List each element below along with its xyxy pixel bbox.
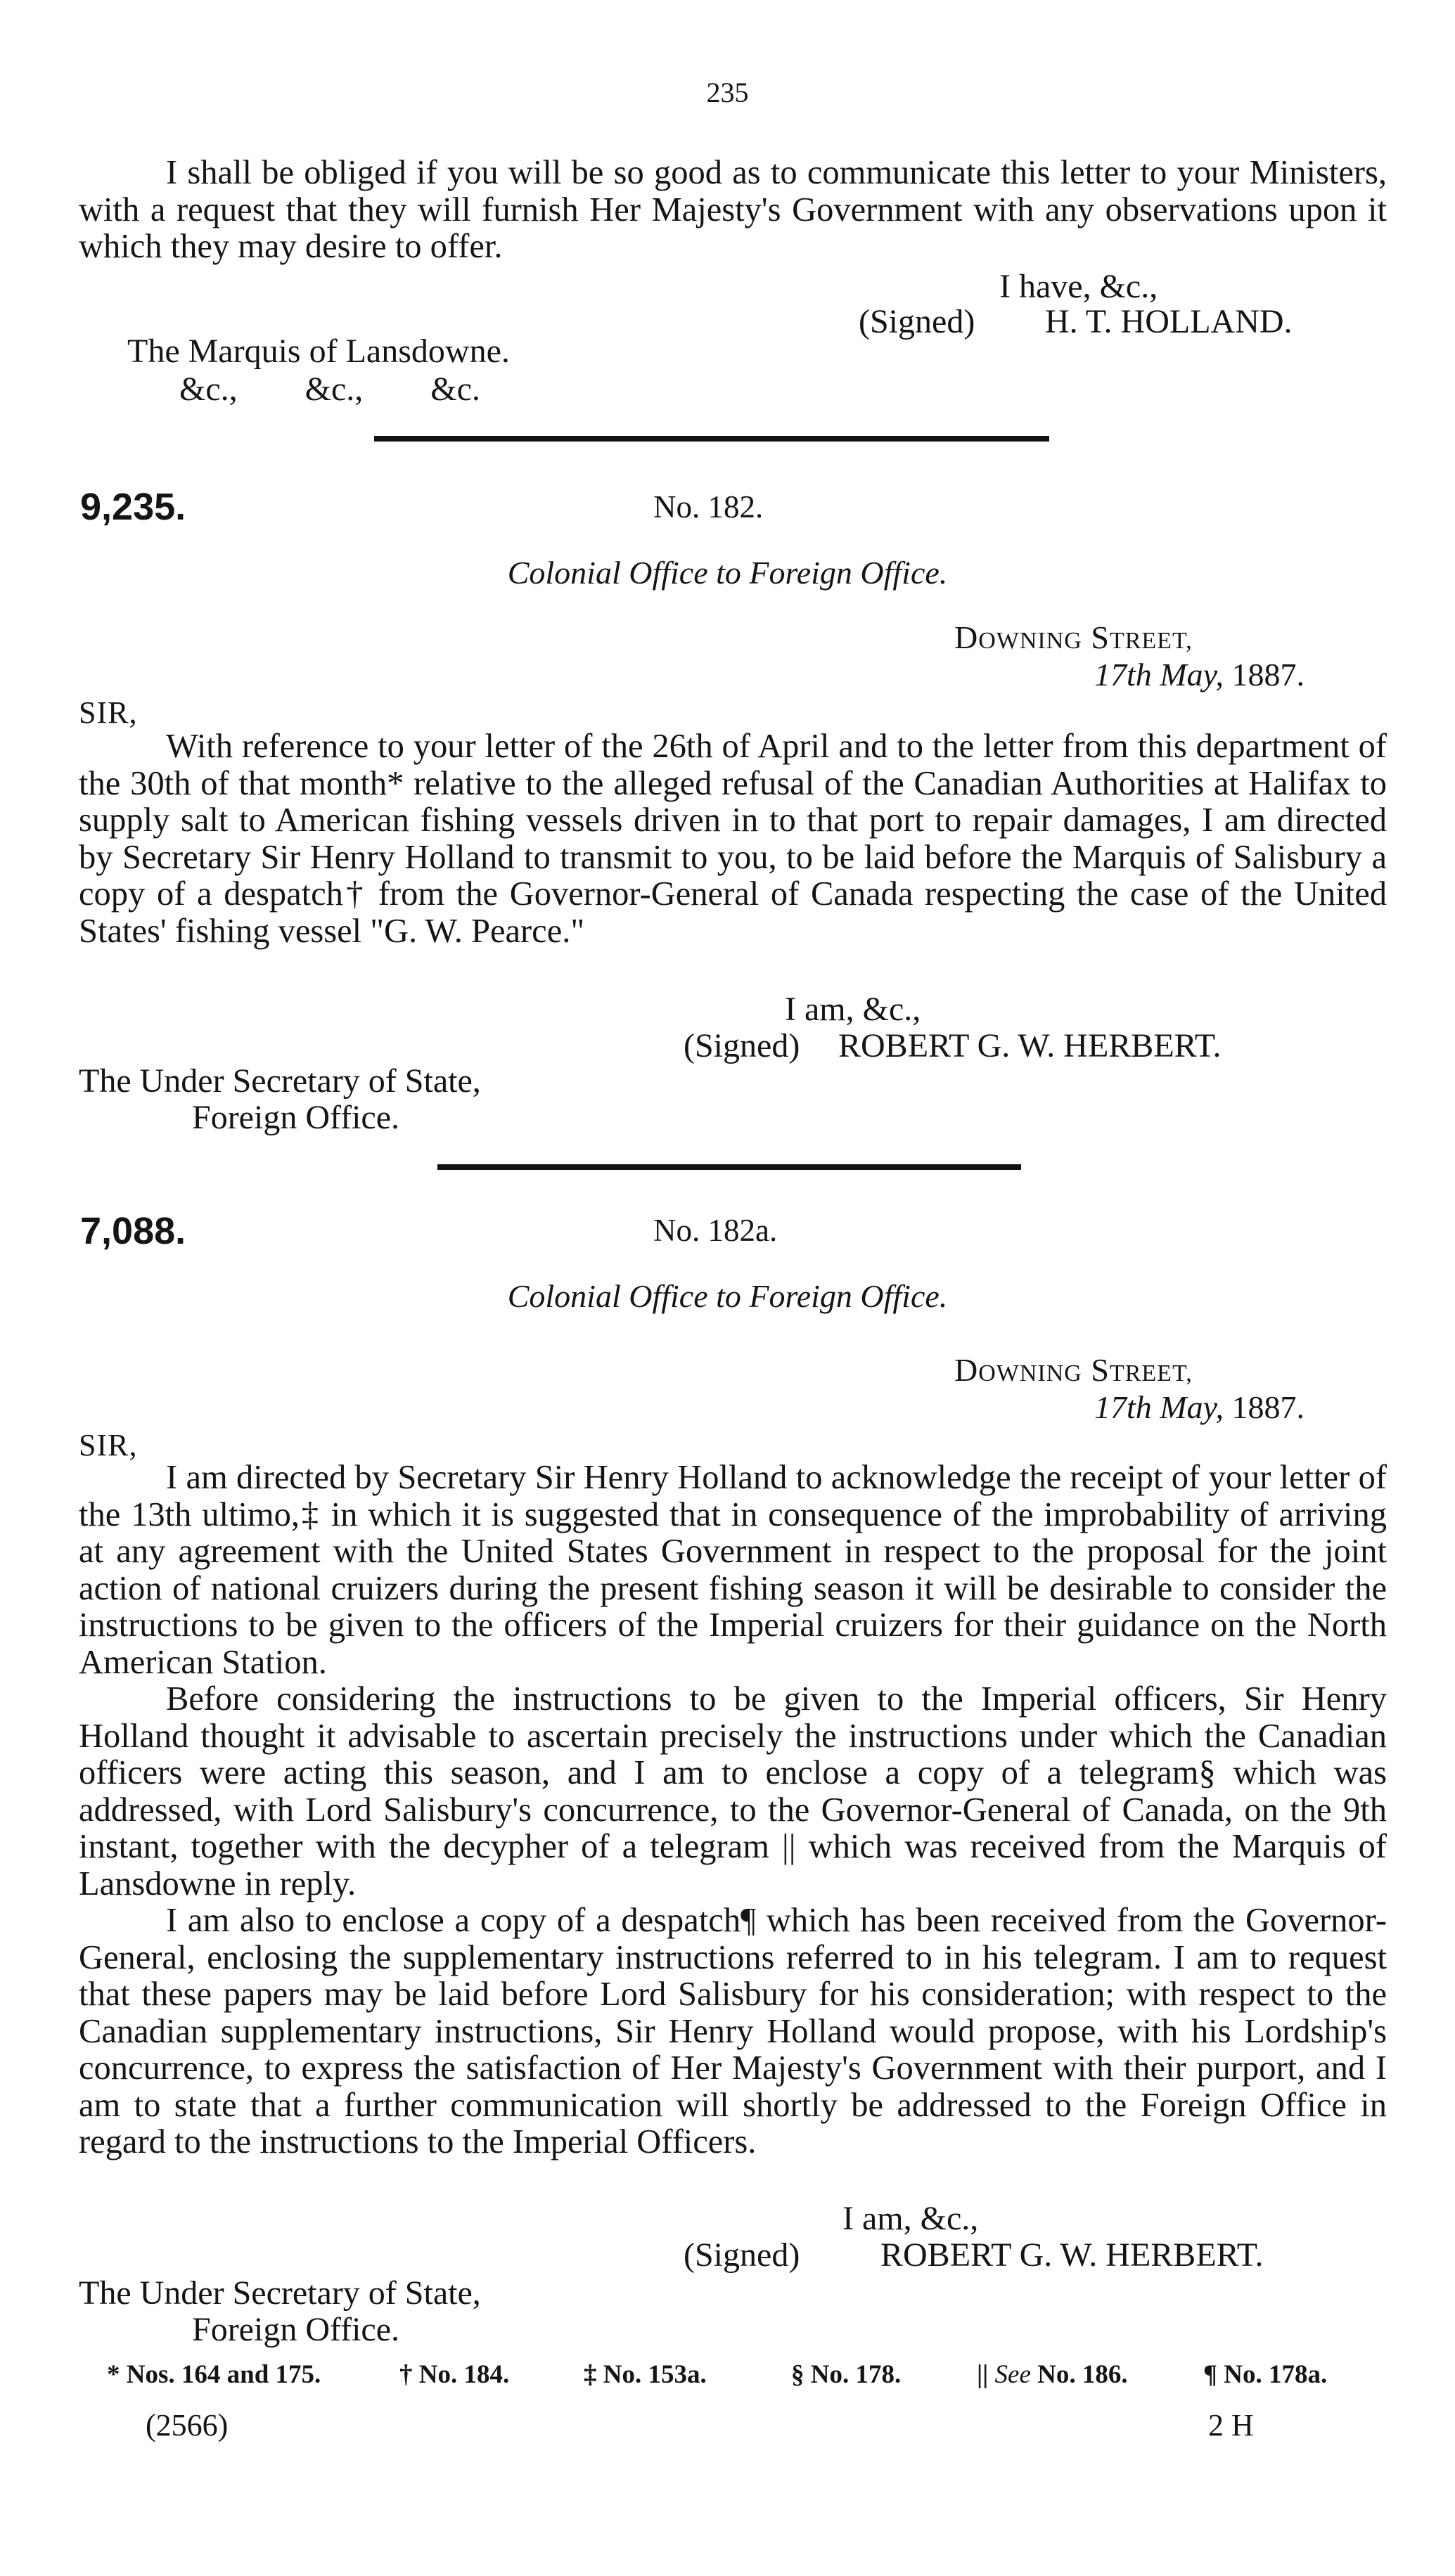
letter2-paragraph: With reference to your letter of the 26th of April and to the letter from this department of the 30th of that month* relative to the alleged refusal of the Canadian Authorities at Halifax to supply salt to American fishing vessels driven in to that port to repair damages, I am directed by Secretary Sir Henry Holland to transmit to you, to be laid before the Marquis of Salisbury a copy of a despatch† from the Governor-General of Canada respecting the case of the United States' fishing vessel "G. W. Pearce." xyxy=(79,728,1387,950)
letter3-closing: I am, &c., xyxy=(842,2200,979,2237)
letter2-closing: I am, &c., xyxy=(785,991,921,1028)
letter3-paragraph-2: Before considering the instructions to be given to the Imperial officers, Sir Henry Holland thought it advisable to ascertain precisely the instructions under which the Canadian officers were acting this season, and I am to enclose a copy of a telegram§ which was addressed, with Lord Salisbury's concurrence, to the Governor-General of Canada, on the 9th instant, together with the decypher of a telegram || which was received from the Marquis of Lansdowne in reply. xyxy=(79,1680,1387,1902)
signature-mark: 2 H xyxy=(1208,2408,1254,2442)
letter2-heading: Colonial Office to Foreign Office. xyxy=(507,555,948,591)
letter2-addressee-line1: The Under Secretary of State, xyxy=(79,1062,481,1100)
footnote: § No. 178. xyxy=(791,2360,902,2389)
letter3-addressee-line1: The Under Secretary of State, xyxy=(79,2274,481,2312)
footnote: * Nos. 164 and 175. xyxy=(107,2360,321,2389)
letter3-place: DOWNING STREET, xyxy=(954,1352,1193,1388)
letter1-paragraph: I shall be obliged if you will be so good as to communicate this letter to your Ministers, with a request that they will furnish Her Majesty's Government with any observations upon it which they may desire to offer. xyxy=(79,154,1387,265)
letter2-addressee-line2: Foreign Office. xyxy=(192,1099,400,1136)
footnote: † No. 184. xyxy=(399,2360,510,2389)
divider-rule xyxy=(374,436,1049,442)
print-code: (2566) xyxy=(146,2408,229,2442)
divider-rule xyxy=(437,1164,1021,1170)
letter1-body xyxy=(79,155,1387,266)
letter2-number: No. 182. xyxy=(653,489,764,524)
letter1-signatory: H. T. HOLLAND. xyxy=(1045,303,1293,340)
footnote: ¶ No. 178a. xyxy=(1203,2360,1328,2389)
letter3-salutation: SIR, xyxy=(79,1428,138,1462)
letter3-addressee-line2: Foreign Office. xyxy=(192,2311,400,2348)
letter2-body xyxy=(79,728,1387,950)
letter3-body xyxy=(79,1460,1387,2161)
letter3-number: No. 182a. xyxy=(653,1213,778,1248)
footnote: ‡ No. 153a. xyxy=(584,2360,707,2389)
letter1-signed-label: (Signed) xyxy=(859,303,975,340)
letter1-addressee-line2: &c., &c., &c. xyxy=(179,371,480,408)
letter2-salutation: SIR, xyxy=(79,695,138,730)
letter2-date: 17th May, 1887. xyxy=(1094,657,1305,693)
letter1-addressee-line1: The Marquis of Lansdowne. xyxy=(127,333,510,370)
letter3-heading: Colonial Office to Foreign Office. xyxy=(507,1278,948,1314)
letter3-date: 17th May, 1887. xyxy=(1094,1389,1305,1425)
letter1-closing: I have, &c., xyxy=(999,268,1158,305)
letter3-signatory: ROBERT G. W. HERBERT. xyxy=(880,2236,1264,2274)
letter3-doc-number: 7,088. xyxy=(80,1210,186,1252)
letter3-signed-label: (Signed) xyxy=(684,2236,800,2274)
footnote: || See No. 186. xyxy=(977,2360,1128,2389)
letter3-paragraph-1: I am directed by Secretary Sir Henry Holland to acknowledge the receipt of your letter of the 13th ultimo,‡ in which it is suggested that in consequence of the improbability of arriving at any agreement with the United States Government in respect to the proposal for the joint action of national cruizers during the present fishing season it will be desirable to consider the instructions to be given to the officers of the Imperial cruizers for their guidance on the North American Station. xyxy=(79,1459,1387,1681)
page-number: 235 xyxy=(706,77,749,108)
letter2-signatory: ROBERT G. W. HERBERT. xyxy=(838,1027,1222,1064)
letter2-signed-label: (Signed) xyxy=(684,1027,800,1064)
letter2-doc-number: 9,235. xyxy=(80,486,186,528)
letter3-paragraph-3: I am also to enclose a copy of a despatch¶ which has been received from the Governor-General, enclosing the supplementary instructions referred to in his telegram. I am to request that these papers may be laid before Lord Salisbury for his consideration; with respect to the Canadian supplementary instructions, Sir Henry Holland would propose, with his Lordship's concurrence, to express the satisfaction of Her Majesty's Government with their purport, and I am to state that a further communication will shortly be addressed to the Foreign Office in regard to the instructions to the Imperial Officers. xyxy=(79,1902,1387,2160)
letter2-place: DOWNING STREET, xyxy=(954,619,1193,655)
